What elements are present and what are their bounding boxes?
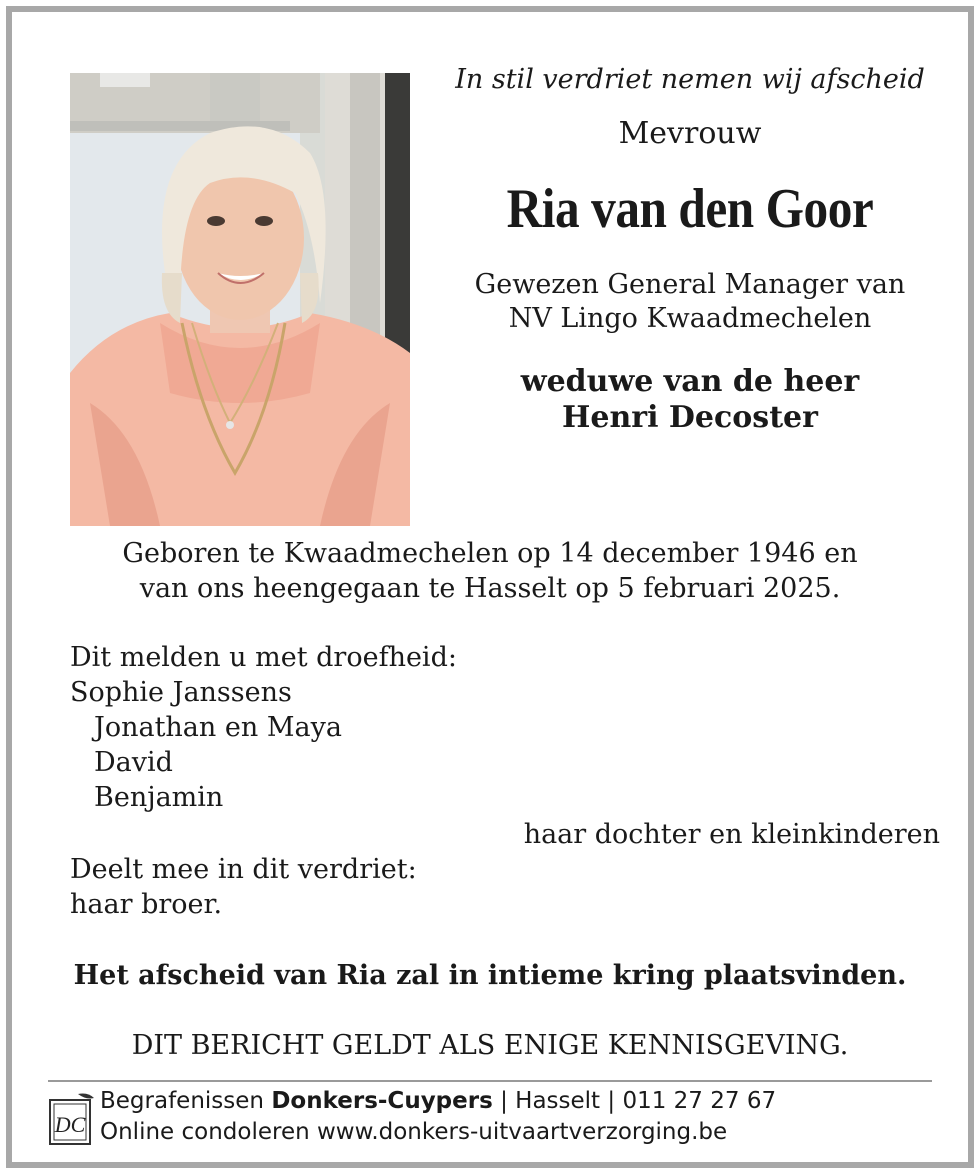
footer-divider bbox=[48, 1080, 932, 1082]
widow-line-2: Henri Decoster bbox=[562, 400, 818, 435]
phone-number[interactable]: 011 27 27 67 bbox=[622, 1088, 777, 1114]
former-function bbox=[440, 268, 940, 336]
website-link[interactable]: www.donkers-uitvaartverzorging.be bbox=[317, 1119, 728, 1145]
logo-letters: DC bbox=[54, 1112, 86, 1137]
footer-city: | Hasselt | bbox=[500, 1088, 616, 1114]
widow-line-1: weduwe van de heer bbox=[520, 364, 860, 399]
header-block bbox=[440, 60, 940, 436]
funeral-home-info bbox=[100, 1086, 776, 1148]
brother-label: haar broer. bbox=[70, 889, 223, 920]
farewell-statement: Het afscheid van Ria zal in intieme kring plaatsvinden. bbox=[73, 960, 907, 991]
daughter-name: Sophie Janssens bbox=[70, 677, 292, 708]
obituary-card bbox=[6, 6, 974, 1168]
condolence-line bbox=[100, 1117, 776, 1148]
grandchild-2: David bbox=[94, 747, 173, 778]
deceased-name: Ria van den Goor bbox=[506, 178, 874, 240]
family-list bbox=[70, 640, 940, 922]
funeral-home-logo bbox=[48, 1090, 96, 1146]
portrait-photo bbox=[70, 73, 410, 526]
family-heading: Dit melden u met droefheid: bbox=[70, 642, 457, 673]
grandchild-3: Benjamin bbox=[94, 782, 224, 813]
shares-heading: Deelt mee in dit verdriet: bbox=[70, 854, 417, 885]
birth-line-2: van ons heengegaan te Hasselt op 5 februari 2025. bbox=[139, 573, 841, 604]
relation-label: haar dochter en kleinkinderen bbox=[523, 819, 940, 850]
grandchild-1: Jonathan en Maya bbox=[94, 712, 342, 743]
birth-line-1: Geboren te Kwaadmechelen op 14 december 1946 en bbox=[122, 538, 858, 569]
condolence-label: Online condoleren bbox=[100, 1119, 310, 1145]
funeral-home-line bbox=[100, 1086, 776, 1117]
function-line-2: NV Lingo Kwaadmechelen bbox=[508, 303, 872, 334]
notice-statement: DIT BERICHT GELDT ALS ENIGE KENNISGEVING. bbox=[131, 1030, 849, 1061]
widow-of bbox=[440, 364, 940, 436]
intro-text: In stil verdriet nemen wij afscheid bbox=[455, 64, 925, 95]
card-content bbox=[28, 28, 952, 1146]
footer-prefix: Begrafenissen bbox=[100, 1088, 264, 1114]
function-line-1: Gewezen General Manager van bbox=[474, 269, 906, 300]
birth-death-info bbox=[28, 536, 952, 606]
funeral-home-name: Donkers-Cuypers bbox=[271, 1088, 493, 1114]
honorific: Mevrouw bbox=[618, 116, 762, 151]
